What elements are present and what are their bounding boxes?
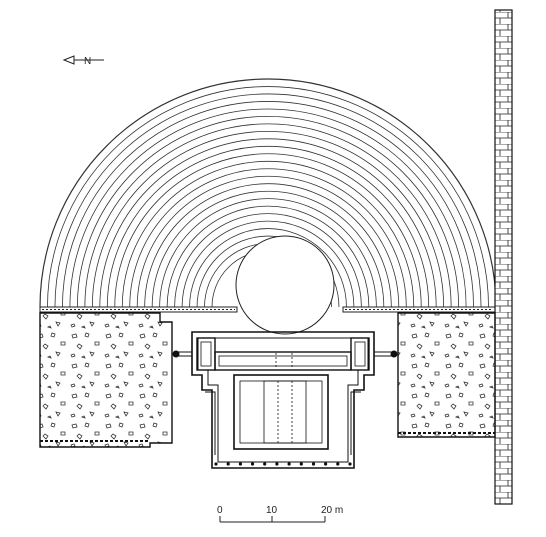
stage-column — [324, 462, 327, 465]
boundary-wall — [495, 10, 512, 504]
stage-column — [214, 462, 217, 465]
side-rubble-right — [398, 313, 495, 437]
scale-tick-0: 0 — [217, 505, 223, 516]
stage-column — [239, 462, 242, 465]
stage-column — [312, 462, 315, 465]
scale-tick-20m: 20 m — [321, 505, 344, 516]
side-rubble-left — [40, 313, 172, 447]
stage-column — [300, 462, 303, 465]
orchestra-circle — [236, 236, 334, 334]
north-arrow-label: N — [84, 56, 92, 67]
stage-column — [275, 462, 278, 465]
stage-column — [227, 462, 230, 465]
stage-columns — [214, 462, 351, 465]
scale-bar — [217, 505, 343, 522]
stage-column — [263, 462, 266, 465]
stage-building — [173, 332, 397, 468]
stage-column — [336, 462, 339, 465]
north-arrow — [64, 56, 104, 67]
stage-column — [348, 462, 351, 465]
scale-tick-10: 10 — [266, 505, 278, 516]
stage-column — [288, 462, 291, 465]
stage-column — [251, 462, 254, 465]
